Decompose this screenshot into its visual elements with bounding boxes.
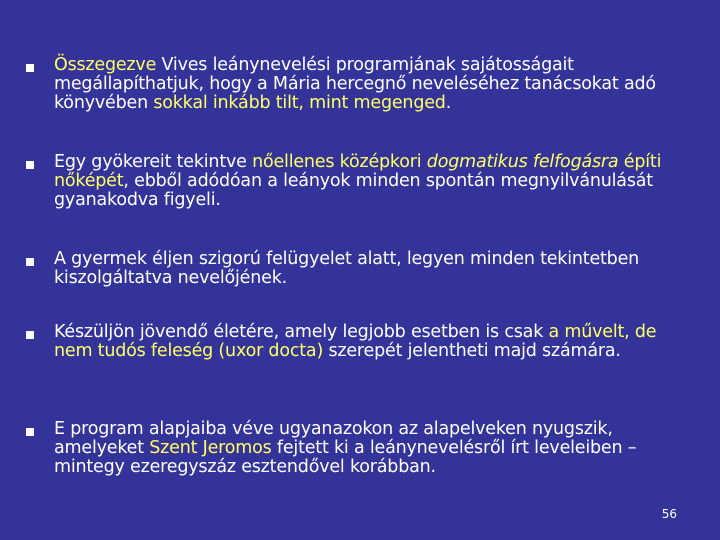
bullet-text <box>54 323 696 361</box>
text-segment: sokkal inkább tilt, mint megenged <box>153 93 446 113</box>
bullet-text <box>54 250 696 288</box>
text-segment: Szent Jeromos <box>149 438 272 458</box>
square-bullet-icon <box>26 64 34 72</box>
text-segment: Egy gyökereit tekintve <box>54 152 253 172</box>
text-segment: E program alapjaiba véve ugyanazokon az alapelveken nyugszik, amelyeket <box>54 419 613 458</box>
bullet-item-3 <box>26 250 696 288</box>
bullet-item-1 <box>26 56 696 113</box>
bullet-text <box>54 153 696 210</box>
bullet-item-4 <box>26 323 696 361</box>
bullet-item-5 <box>26 420 696 477</box>
text-segment: Vives leánynevelési programjának sajátosságait megállapíthatjuk, hogy a Mária hercegnő neveléséhez tanácsokat adó könyvében <box>54 55 656 113</box>
text-segment: , ebből adódóan a leányok minden spontán megnyilvánulását gyanakodva figyeli. <box>54 171 653 210</box>
text-segment: . <box>445 93 452 113</box>
text-segment: szerepét jelentheti majd számára. <box>323 341 621 361</box>
text-segment: Összegezve <box>54 55 157 75</box>
text-segment: nőképét <box>54 171 124 191</box>
text-segment: fejtett ki a leánynevelésről írt leveleiben – mintegy ezeregyszáz esztendővel korábban. <box>54 438 637 477</box>
bullet-text <box>54 420 696 477</box>
text-segment: a művelt, de nem tudós feleség (uxor docta) <box>54 322 657 361</box>
text-segment: nőellenes középkori <box>252 152 427 172</box>
square-bullet-icon <box>26 428 34 436</box>
square-bullet-icon <box>26 258 34 266</box>
text-segment: dogmatikus felfogásra <box>426 152 619 172</box>
text-segment: építi <box>618 152 662 172</box>
square-bullet-icon <box>26 161 34 169</box>
bullet-text <box>54 56 696 113</box>
bullet-item-2 <box>26 153 696 210</box>
square-bullet-icon <box>26 331 34 339</box>
text-segment: A gyermek éljen szigorú felügyelet alatt, legyen minden tekintetben kiszolgáltatva nevelőjének. <box>54 249 640 288</box>
page-number: 56 <box>661 507 677 521</box>
text-segment: Készüljön jövendő életére, amely legjobb esetben is csak <box>54 322 549 342</box>
